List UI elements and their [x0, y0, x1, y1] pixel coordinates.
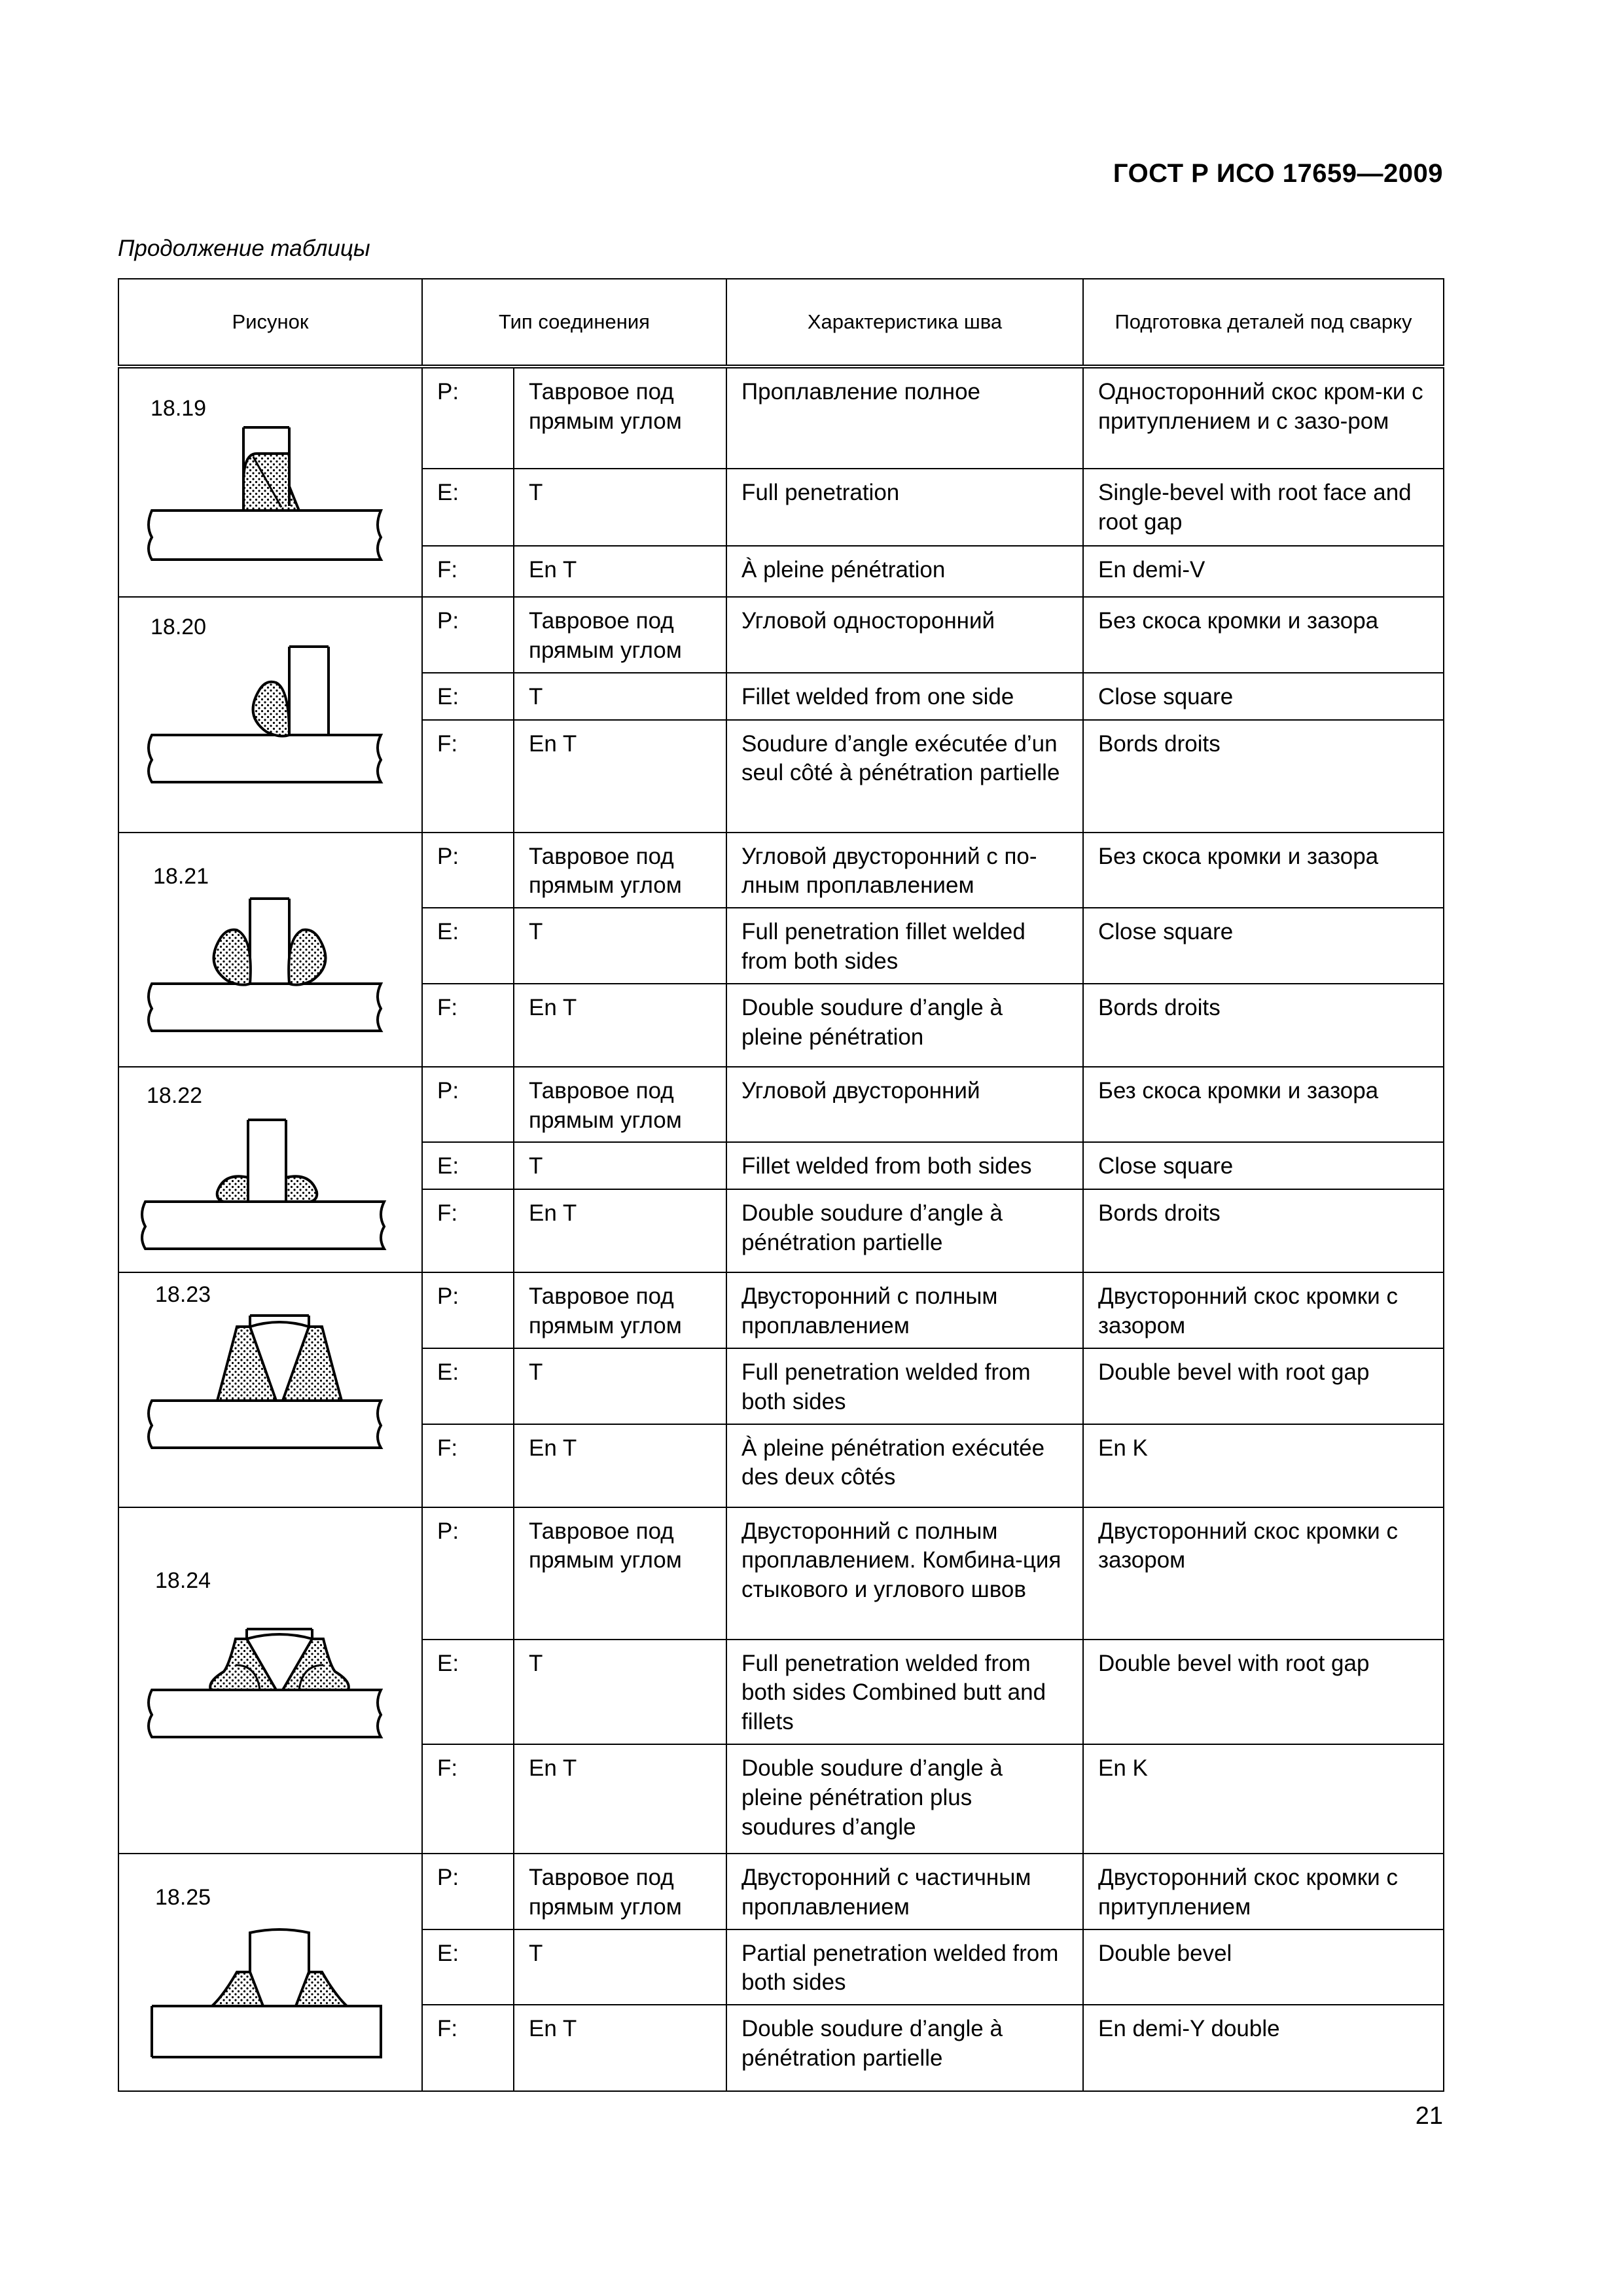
weld-diagram-18-21: [119, 833, 423, 1066]
preparation: Close square: [1098, 919, 1234, 945]
table-header-row: [118, 279, 1444, 367]
figure-cell: [118, 1507, 422, 1854]
weld-characteristic: Двусторонний с полным проплавлением: [741, 1283, 998, 1339]
language-code: F:: [437, 994, 458, 1020]
preparation: Double bevel: [1098, 1940, 1232, 1966]
joint-type: T: [529, 1359, 543, 1385]
language-code: P:: [437, 843, 459, 869]
figure-cell: [118, 1854, 422, 2091]
language-code: E:: [437, 919, 459, 945]
figure-cell: [118, 1272, 422, 1507]
weld-characteristic: Double soudure d’angle à pleine pénétration: [741, 994, 1003, 1050]
weld-diagram-18-22: [119, 1067, 423, 1270]
weld-diagram-18-24: [119, 1508, 423, 1848]
language-code: E:: [437, 480, 459, 506]
table-row: [118, 1067, 1444, 1143]
weld-characteristic: Проплавление полное: [741, 379, 981, 404]
language-code: P:: [437, 1283, 459, 1310]
weld-characteristic: À pleine pénétration: [741, 556, 946, 583]
figure-number: 18.19: [151, 396, 207, 421]
joint-type: En T: [529, 1755, 577, 1781]
weld-joint-table: [118, 278, 1444, 2092]
joint-type: Тавровое под прямым углом: [529, 1077, 682, 1133]
weld-characteristic: Fillet welded from one side: [741, 683, 1014, 709]
language-code: F:: [437, 1435, 458, 1461]
preparation: Single-bevel with root face and root gap: [1098, 480, 1412, 535]
weld-characteristic: Double soudure d’angle à pénétration partielle: [741, 1200, 1003, 1256]
weld-characteristic: Угловой односторонний: [741, 608, 995, 634]
joint-type: En T: [529, 994, 577, 1020]
language-code: P:: [437, 1864, 459, 1890]
col-header-preparation: Подготовка деталей под сварку: [1083, 279, 1444, 367]
weld-characteristic: Full penetration welded from both sides Combined butt and fillets: [741, 1650, 1046, 1735]
table-row: [118, 597, 1444, 673]
table-row: [118, 833, 1444, 908]
language-code: F:: [437, 2016, 458, 2042]
preparation: Двусторонний скос кромки с притуплением: [1098, 1864, 1398, 1920]
preparation: Bords droits: [1098, 1200, 1221, 1227]
table-row: [118, 1272, 1444, 1348]
figure-number: 18.22: [147, 1083, 203, 1108]
figure-cell: [118, 833, 422, 1067]
joint-type: T: [529, 1153, 543, 1179]
weld-characteristic: Двусторонний с частичным проплавлением: [741, 1864, 1031, 1920]
document-code: ГОСТ Р ИСО 17659—2009: [1113, 159, 1443, 188]
language-code: F:: [437, 1200, 458, 1227]
language-code: F:: [437, 730, 458, 757]
preparation: Bords droits: [1098, 730, 1221, 757]
joint-type: En T: [529, 556, 577, 583]
joint-type: Тавровое под прямым углом: [529, 843, 682, 899]
figure-number: 18.23: [155, 1282, 211, 1308]
table-continuation-caption: Продолжение таблицы: [118, 236, 370, 261]
preparation: Без скоса кромки и зазора: [1098, 843, 1379, 869]
page-number: 21: [1415, 2102, 1443, 2130]
weld-characteristic: Угловой двусторонний: [741, 1077, 980, 1103]
weld-diagram-18-20: [119, 598, 423, 830]
preparation: Односторонний скос кром-ки с притуплением и с зазо-ром: [1098, 379, 1423, 434]
language-code: F:: [437, 556, 458, 583]
weld-characteristic: Full penetration welded from both sides: [741, 1359, 1031, 1414]
joint-type: En T: [529, 1435, 577, 1461]
preparation: Double bevel with root gap: [1098, 1359, 1370, 1385]
preparation: Без скоса кромки и зазора: [1098, 608, 1379, 634]
joint-type: En T: [529, 2016, 577, 2042]
joint-type: Тавровое под прямым углом: [529, 1283, 682, 1339]
language-code: E:: [437, 1940, 459, 1966]
language-code: P:: [437, 379, 459, 404]
weld-characteristic: Soudure d’angle exécutée d’un seul côté à pénétration partielle: [741, 730, 1060, 786]
language-code: P:: [437, 1518, 459, 1544]
joint-type: T: [529, 1650, 543, 1676]
language-code: F:: [437, 1755, 458, 1781]
weld-characteristic: À pleine pénétration exécutée des deux côtés: [741, 1435, 1045, 1490]
figure-cell: [118, 367, 422, 597]
language-code: E:: [437, 1650, 459, 1676]
language-code: E:: [437, 1153, 459, 1179]
joint-type: T: [529, 919, 543, 945]
figure-number: 18.21: [153, 863, 209, 889]
preparation: Close square: [1098, 683, 1234, 709]
table-row: [118, 1507, 1444, 1640]
language-code: P:: [437, 1077, 459, 1103]
figure-cell: [118, 597, 422, 833]
figure-number: 18.25: [155, 1884, 211, 1910]
preparation: Close square: [1098, 1153, 1234, 1179]
weld-characteristic: Partial penetration welded from both sides: [741, 1940, 1059, 1996]
weld-characteristic: Full penetration: [741, 480, 900, 506]
preparation: Double bevel with root gap: [1098, 1650, 1370, 1676]
weld-characteristic: Двусторонний с полным проплавлением. Комбина-ция стыкового и углового швов: [741, 1518, 1061, 1603]
preparation: En demi-Y double: [1098, 2016, 1280, 2042]
col-header-weld-characteristic: Характеристика шва: [726, 279, 1083, 367]
joint-type: T: [529, 480, 543, 506]
preparation: Без скоса кромки и зазора: [1098, 1077, 1379, 1103]
preparation: Двусторонний скос кромки с зазором: [1098, 1283, 1398, 1339]
joint-type: Тавровое под прямым углом: [529, 1864, 682, 1920]
preparation: En demi-V: [1098, 556, 1205, 583]
figure-number: 18.20: [151, 615, 207, 639]
joint-type: Тавровое под прямым углом: [529, 379, 682, 434]
col-header-joint-type: Тип соединения: [422, 279, 726, 367]
language-code: P:: [437, 608, 459, 634]
table-row: [118, 1854, 1444, 1929]
figure-number: 18.24: [155, 1568, 211, 1593]
joint-type: Тавровое под прямым углом: [529, 1518, 682, 1573]
table-row: [118, 367, 1444, 469]
joint-type: Тавровое под прямым углом: [529, 608, 682, 663]
figure-cell: [118, 1067, 422, 1273]
weld-characteristic: Full penetration fillet welded from both sides: [741, 919, 1026, 974]
joint-type: En T: [529, 1200, 577, 1227]
weld-characteristic: Double soudure d’angle à pénétration partielle: [741, 2016, 1003, 2071]
col-header-figure: Рисунок: [118, 279, 422, 367]
joint-type: T: [529, 1940, 543, 1966]
weld-diagram-18-23: [119, 1273, 423, 1502]
weld-diagram-18-19: [119, 368, 423, 596]
weld-characteristic: Fillet welded from both sides: [741, 1153, 1032, 1179]
language-code: E:: [437, 683, 459, 709]
language-code: E:: [437, 1359, 459, 1385]
weld-diagram-18-25: [119, 1854, 423, 2083]
preparation: Двусторонний скос кромки с зазором: [1098, 1518, 1398, 1573]
weld-characteristic: Double soudure d’angle à pleine pénétration plus soudures d’angle: [741, 1755, 1003, 1840]
preparation: En K: [1098, 1755, 1148, 1781]
preparation: Bords droits: [1098, 994, 1221, 1020]
joint-type: T: [529, 683, 543, 709]
weld-characteristic: Угловой двусторонний с по-лным проплавлением: [741, 843, 1037, 899]
preparation: En K: [1098, 1435, 1148, 1461]
joint-type: En T: [529, 730, 577, 757]
